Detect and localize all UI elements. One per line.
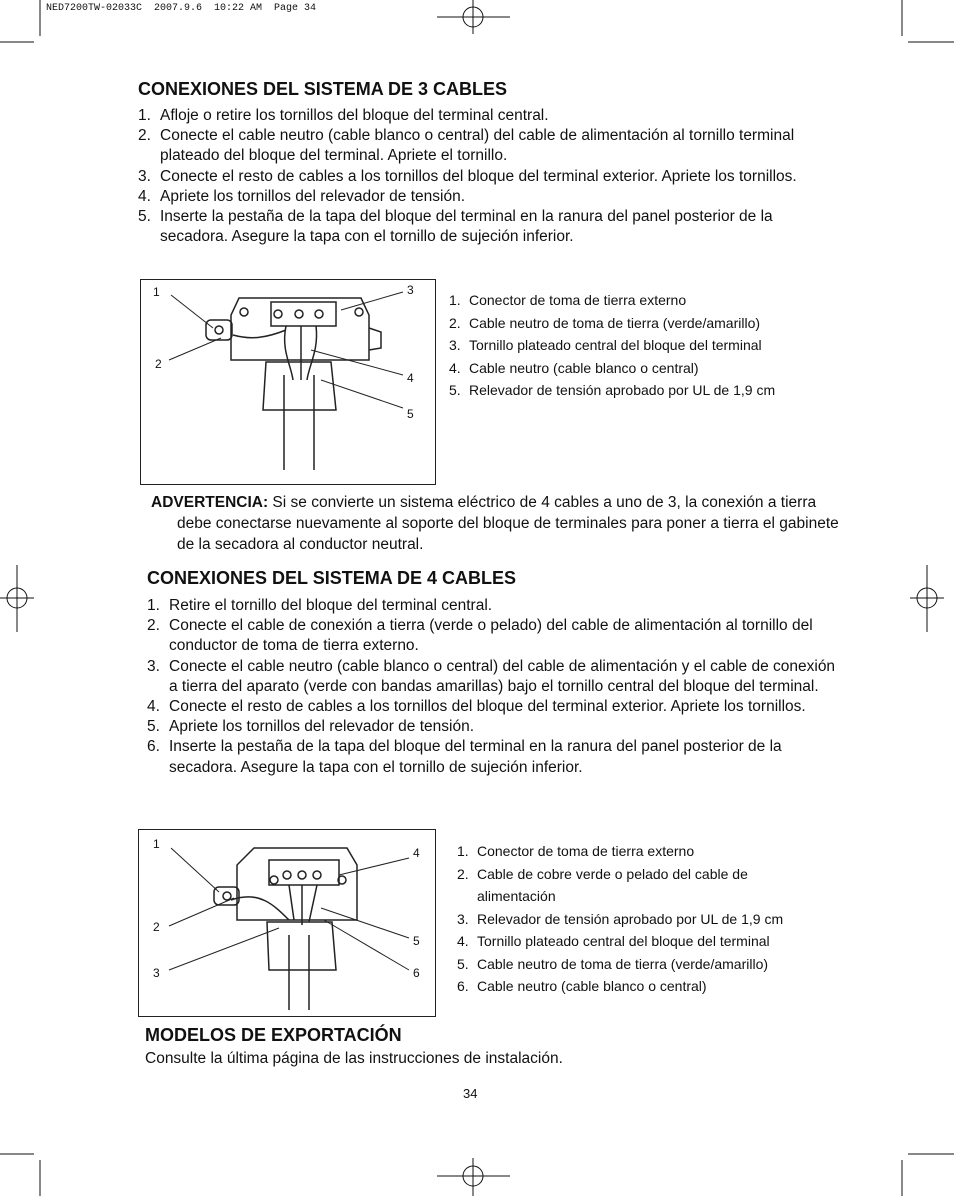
item-number: 3. xyxy=(457,910,469,927)
section-title-export: MODELOS DE EXPORTACIÓN xyxy=(145,1025,402,1045)
item-number: 6. xyxy=(147,738,160,756)
item-number: 2. xyxy=(147,617,160,635)
item-text: Apriete los tornillos del relevador de tensión. xyxy=(169,718,475,736)
item-text: Tornillo plateado central del bloque del terminal xyxy=(469,337,762,353)
page-number: 34 xyxy=(463,1086,478,1101)
item-number: 4. xyxy=(147,698,160,716)
item-text: Cable de cobre verde o pelado del cable de alimentación xyxy=(477,865,748,904)
item-text: Apriete los tornillos del relevador de tensión. xyxy=(160,187,466,205)
item-number: 3. xyxy=(147,657,160,675)
item-text: Cable neutro de toma de tierra (verde/amarillo) xyxy=(469,314,761,331)
item-number: 2. xyxy=(449,314,461,331)
item-text: Inserte la pestaña de la tapa del bloque del terminal en la ranura del panel posterior de la secadora. Asegure la tapa con el tornillo de sujeción inferior. xyxy=(160,208,773,246)
item-text: Inserte la pestaña de la tapa del bloque del terminal en la ranura del panel posterior de la secadora. Asegure la tapa con el tornillo de sujeción inferior. xyxy=(169,738,782,776)
callout-4: 4 xyxy=(413,846,420,860)
item-text: Retire el tornillo del bloque del terminal central. xyxy=(169,597,493,614)
item-number: 5. xyxy=(457,955,469,972)
item-number: 6. xyxy=(457,978,469,994)
item-number: 3. xyxy=(138,167,151,185)
item-text: Tornillo plateado central del bloque del terminal xyxy=(477,933,770,949)
callout-1: 1 xyxy=(153,837,160,851)
item-text: Conecte el cable de conexión a tierra (verde o pelado) del cable de alimentación al tornillo del conductor de toma de tierra externo. xyxy=(169,617,813,655)
warning-text: Si se convierte un sistema eléctrico de 4 cables a uno de 3, la conexión a tierra debe conectarse nuevamente al soporte del bloque de terminales para poner a tierra el gabinete de la secadora al conductor neutral. xyxy=(177,494,839,553)
item-number: 4. xyxy=(138,187,151,205)
item-text: Conecte el resto de cables a los tornillos del bloque del terminal exterior. Apriete los tornillos. xyxy=(160,167,797,185)
print-header: NED7200TW-02033C 2007.9.6 10:22 AM Page 34 xyxy=(46,3,317,14)
warning-label: ADVERTENCIA: xyxy=(151,494,269,511)
export-text: Consulte la última página de las instrucciones de instalación. xyxy=(145,1050,563,1067)
item-text: Conecte el resto de cables a los tornillos del bloque del terminal exterior. Apriete los tornillos. xyxy=(169,698,806,716)
item-number: 1. xyxy=(457,843,469,859)
item-text: Afloje o retire los tornillos del bloque del terminal central. xyxy=(160,107,549,124)
item-number: 5. xyxy=(138,208,151,226)
item-text: Conector de toma de tierra externo xyxy=(469,292,687,308)
item-number: 2. xyxy=(138,127,151,145)
callout-3: 3 xyxy=(153,966,160,980)
item-text: Cable neutro (cable blanco o central) xyxy=(477,978,707,994)
item-text: Cable neutro de toma de tierra (verde/amarillo) xyxy=(477,955,769,972)
item-number: 5. xyxy=(449,382,461,398)
callout-1: 1 xyxy=(153,285,160,299)
callout-5: 5 xyxy=(407,407,414,421)
item-number: 1. xyxy=(449,292,461,308)
section-title-3-cables: CONEXIONES DEL SISTEMA DE 3 CABLES xyxy=(138,79,508,99)
item-number: 5. xyxy=(147,718,160,736)
item-number: 1. xyxy=(147,597,160,614)
callout-2: 2 xyxy=(153,920,160,934)
item-text: Cable neutro (cable blanco o central) xyxy=(469,359,699,376)
item-number: 2. xyxy=(457,865,469,882)
item-text: Conector de toma de tierra externo xyxy=(477,843,695,859)
item-text: Relevador de tensión aprobado por UL de 1,9 cm xyxy=(469,382,776,398)
callout-3: 3 xyxy=(407,283,414,297)
item-number: 4. xyxy=(457,933,469,949)
item-number: 1. xyxy=(138,107,151,124)
callout-6: 6 xyxy=(413,966,420,980)
item-text: Relevador de tensión aprobado por UL de 1,9 cm xyxy=(477,910,784,927)
callout-2: 2 xyxy=(155,357,162,371)
callout-4: 4 xyxy=(407,371,414,385)
item-text: Conecte el cable neutro (cable blanco o central) del cable de alimentación al tornillo terminal plateado del bloque del terminal. Apriete el tornillo. xyxy=(160,127,795,165)
item-number: 4. xyxy=(449,359,461,376)
item-text: Conecte el cable neutro (cable blanco o central) del cable de alimentación y el cable de conexión a tierra del aparato (verde con bandas amarillas) bajo el tornillo central del bloque del terminal. xyxy=(169,657,836,695)
section-title-4-cables: CONEXIONES DEL SISTEMA DE 4 CABLES xyxy=(147,568,517,588)
item-number: 3. xyxy=(449,337,461,353)
callout-5: 5 xyxy=(413,934,420,948)
